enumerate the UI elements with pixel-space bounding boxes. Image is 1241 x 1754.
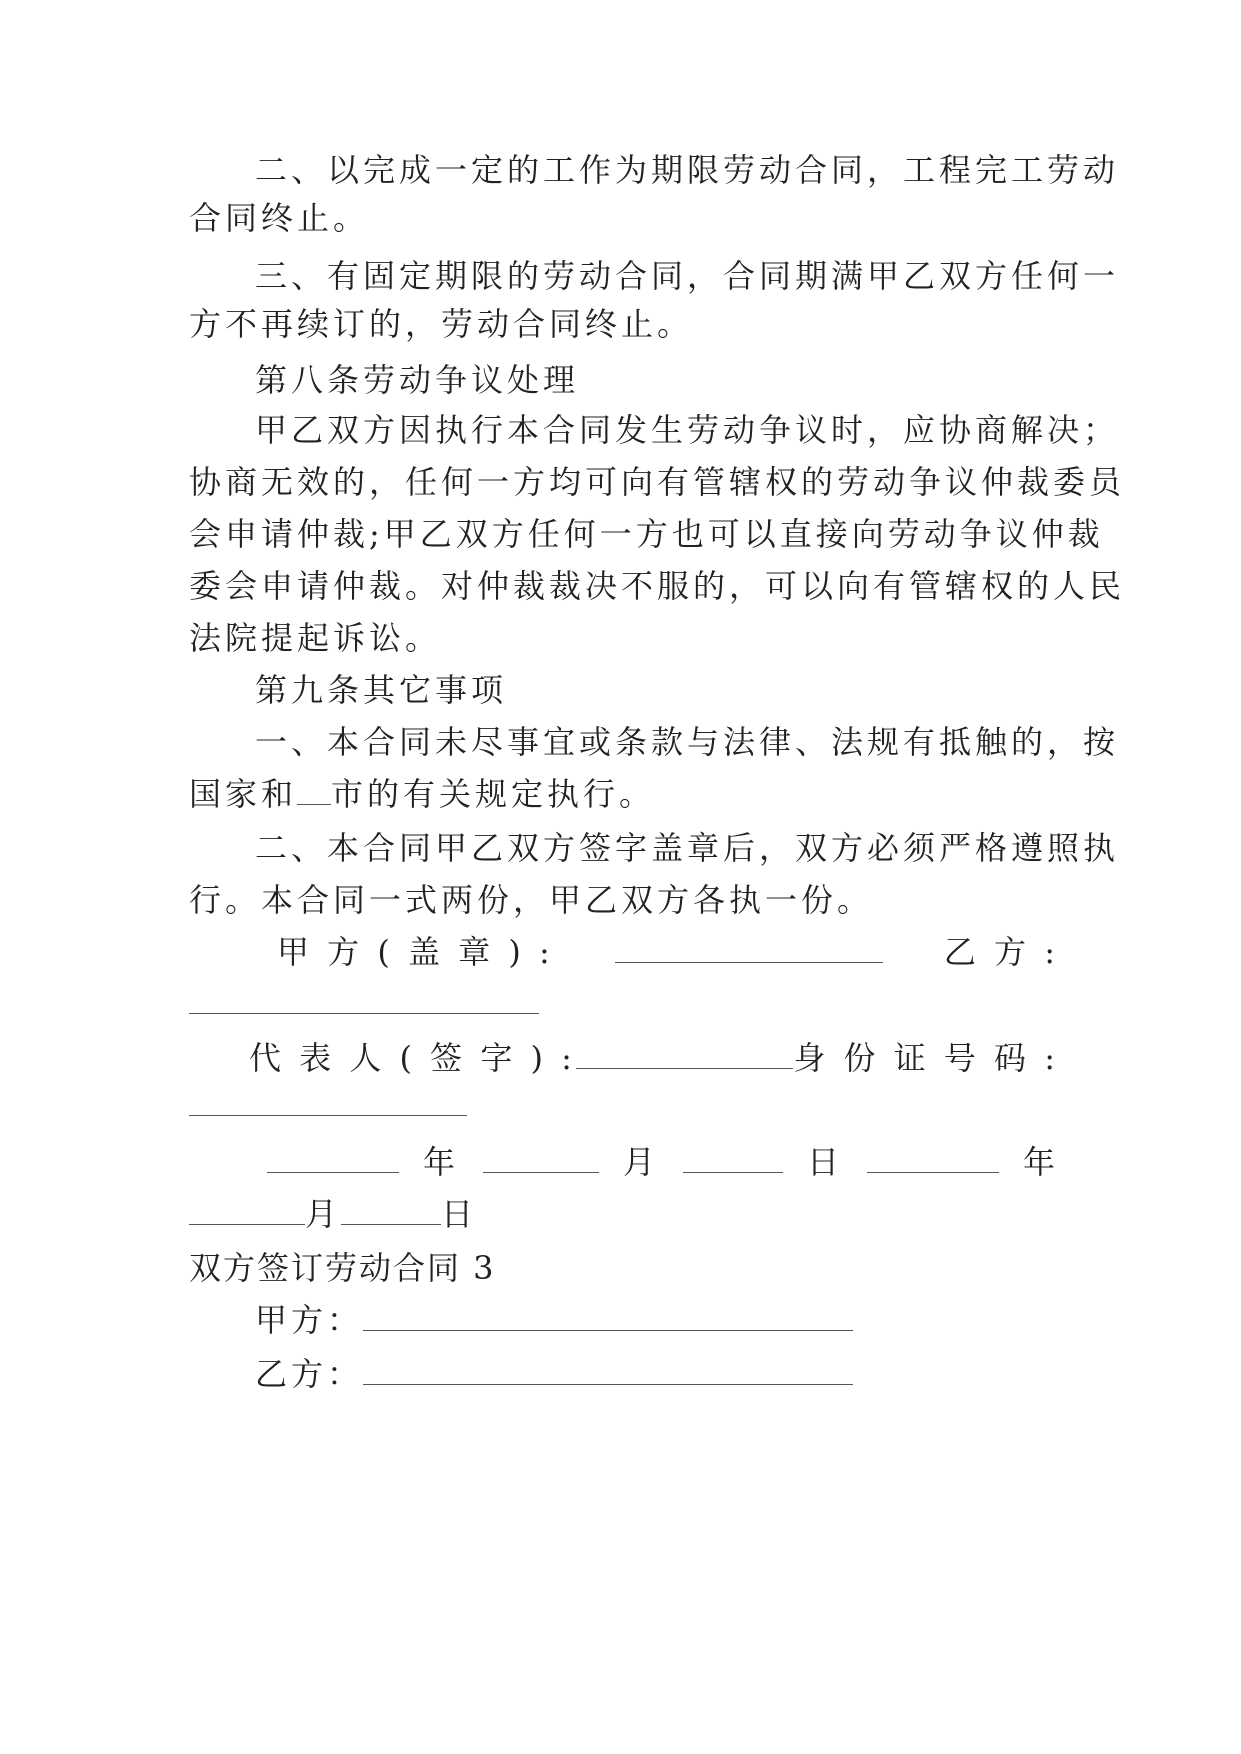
paragraph-line: 法院提起诉讼。 (189, 619, 442, 657)
date-row (189, 1140, 1059, 1184)
party-b-blank (189, 1013, 539, 1016)
day-blank (341, 1194, 441, 1225)
date-row (189, 1192, 1059, 1236)
party-b-label: 乙 方 : (943, 933, 1059, 971)
paragraph-line: 甲乙双方因执行本合同发生劳动争议时，应协商解决； (255, 411, 1120, 449)
year-label: 年 (1022, 1143, 1059, 1181)
signature-row-parties (189, 930, 1059, 974)
paragraph-line: 会申请仲裁;甲乙双方任何一方也可以直接向劳动争议仲裁 (189, 515, 1104, 553)
paragraph-line: 方不再续订的，劳动合同终止。 (189, 305, 694, 343)
paragraph-line: 合同终止。 (189, 199, 370, 237)
party-a-field-blank (363, 1300, 853, 1331)
year-label: 年 (422, 1143, 459, 1181)
paragraph-line: 二、本合同甲乙双方签字盖章后，双方必须严格遵照执 (255, 829, 1120, 867)
paragraph-line: 三、有固定期限的劳动合同，合同期满甲乙双方任何一 (255, 257, 1120, 295)
party-b-field-blank (363, 1354, 853, 1385)
article-9-heading: 第九条其它事项 (255, 671, 508, 709)
party-b-label: 乙方： (255, 1355, 364, 1393)
month-blank (189, 1194, 305, 1225)
month-blank (483, 1142, 599, 1173)
signature-row-representative (189, 1036, 1059, 1080)
party-a-seal-label: 甲 方 ( 盖 章 ) : (277, 933, 554, 971)
month-label: 月 (305, 1195, 342, 1233)
city-blank (297, 774, 331, 805)
year-blank (267, 1142, 399, 1173)
section-title: 双方签订劳动合同 3 (189, 1249, 496, 1287)
article-8-heading: 第八条劳动争议处理 (255, 361, 580, 399)
text-fragment: 国家和 (189, 775, 298, 813)
paragraph-line (189, 772, 1059, 816)
representative-blank (576, 1038, 793, 1069)
text-fragment: 市的有关规定执行。 (331, 775, 656, 813)
paragraph-line: 一、本合同未尽事宜或条款与法律、法规有抵触的，按 (255, 723, 1120, 761)
day-label: 日 (441, 1195, 478, 1233)
party-a-label: 甲方： (255, 1301, 364, 1339)
party-a-blank (615, 932, 883, 963)
day-blank (683, 1142, 783, 1173)
day-label: 日 (806, 1143, 843, 1181)
representative-label: 代 表 人 ( 签 字 ) : (249, 1039, 576, 1077)
party-b-row (189, 1352, 1125, 1396)
id-number-blank (189, 1115, 467, 1118)
paragraph-line: 委会申请仲裁。对仲裁裁决不服的，可以向有管辖权的人民 (189, 567, 1126, 605)
year-blank (867, 1142, 999, 1173)
paragraph-line: 二、以完成一定的工作为期限劳动合同，工程完工劳动 (255, 151, 1120, 189)
paragraph-line: 协商无效的，任何一方均可向有管辖权的劳动争议仲裁委员 (189, 463, 1126, 501)
party-a-row (189, 1298, 1125, 1342)
paragraph-line: 行。本合同一式两份，甲乙双方各执一份。 (189, 881, 874, 919)
id-number-label: 身 份 证 号 码 : (793, 1039, 1059, 1077)
month-label: 月 (622, 1143, 659, 1181)
